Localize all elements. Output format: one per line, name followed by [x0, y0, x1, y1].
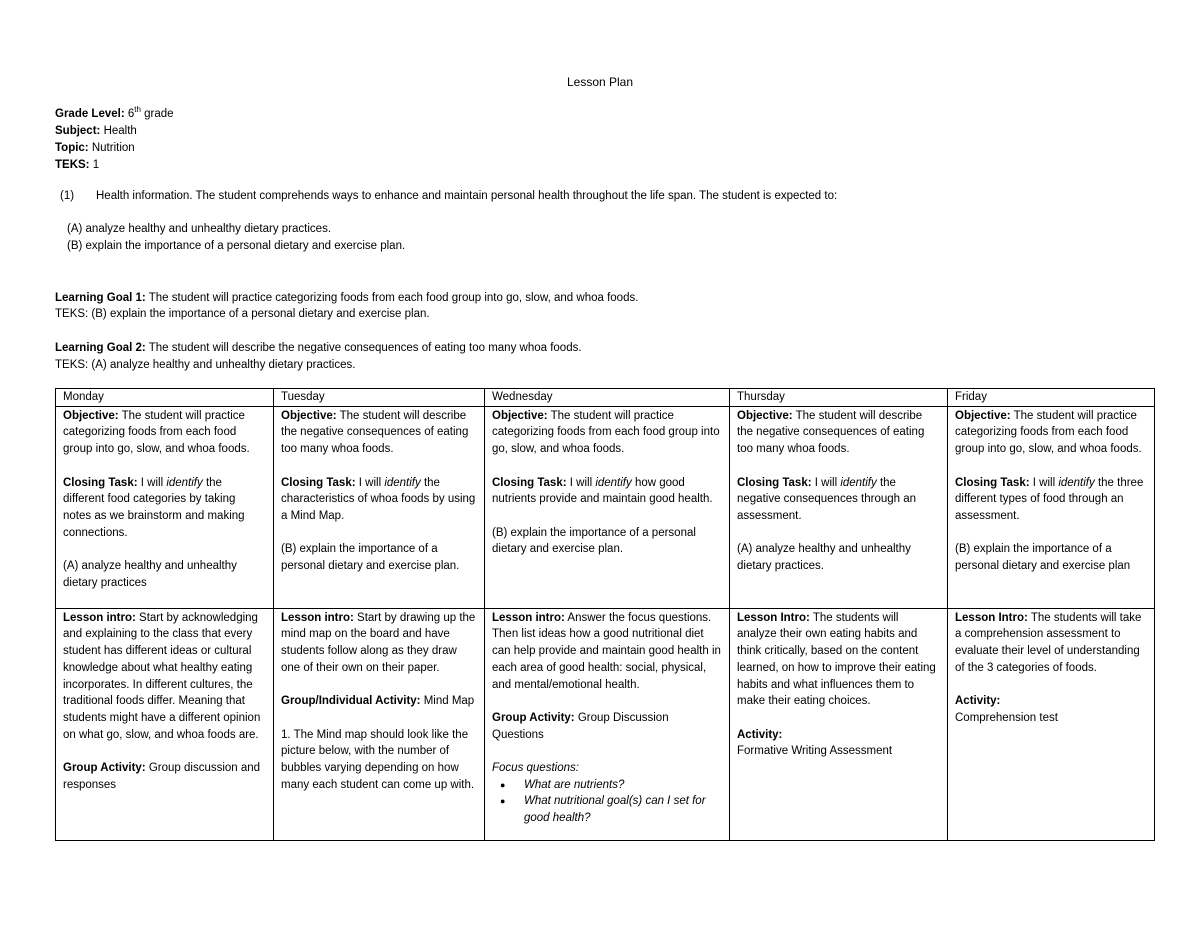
tuesday-lesson-intro: Lesson intro: Start by drawing up the mind map on the board and have students follow along as they draw one of their own on their paper.	[281, 611, 476, 674]
learning-goal-1-text: The student will practice categorizing foods from each food group into go, slow, and whoa foods.	[145, 292, 639, 304]
wednesday-lesson-intro: Lesson intro: Answer the focus questions. Then list ideas how a good nutritional diet can help provide and maintain good health in each area of good health: social, physical, and mental/emotional health.	[492, 611, 721, 691]
topic-line	[55, 140, 135, 156]
tuesday-objective-cell	[274, 406, 485, 608]
wednesday-objective-cell	[485, 406, 730, 608]
day-header-wednesday: Wednesday	[485, 389, 730, 407]
focus-question: ● What are nutrients?	[524, 777, 722, 794]
thursday-activity: Formative Writing Assessment	[737, 745, 893, 758]
thursday-teks: (A) analyze healthy and unhealthy dietary practices.	[737, 543, 911, 572]
wednesday-closing-task: Closing Task: I will identify how good nutrients provide and maintain good health.	[492, 476, 713, 506]
tuesday-objective: Objective: The student will describe the negative consequences of eating too many whoa foods.	[281, 409, 469, 456]
learning-goal-2-label: Learning Goal 2:	[55, 342, 146, 354]
wednesday-objective: Objective: The student will practice categorizing foods from each food group into go, slow, and whoa foods.	[492, 409, 720, 456]
subject-value: Health	[100, 125, 137, 137]
wednesday-teks: (B) explain the importance of a personal dietary and exercise plan.	[492, 526, 696, 556]
subject-line	[55, 123, 137, 139]
learning-goal-1-label: Learning Goal 1:	[55, 292, 146, 304]
monday-closing-task: Closing Task: I will identify the different food categories by taking notes as we brainstorm and making connections.	[63, 476, 245, 539]
grade-level-label: Grade Level:	[55, 108, 125, 120]
wednesday-group-activity: Group Activity: Group Discussion Questions	[492, 711, 669, 741]
tuesday-closing-task: Closing Task: I will identify the characteristics of whoa foods by using a Mind Map.	[281, 476, 476, 522]
monday-teks: (A) analyze healthy and unhealthy dietary practices	[63, 560, 237, 589]
friday-lesson-intro: Lesson Intro: The students will take a comprehension assessment to evaluate their level of understanding of the 3 categories of foods.	[955, 611, 1142, 674]
topic-label: Topic:	[55, 142, 89, 154]
monday-activity-cell	[56, 608, 274, 840]
teks-standard-number: (1)	[60, 190, 75, 202]
focus-questions-list	[492, 777, 722, 827]
friday-objective-cell	[948, 406, 1155, 608]
teks-standard	[60, 190, 837, 202]
thursday-objective: Objective: The student will describe the negative consequences of eating too many whoa foods.	[737, 409, 925, 456]
thursday-activity-cell	[730, 608, 948, 840]
grade-level-value: 6th grade	[127, 105, 174, 120]
tuesday-activity-cell	[274, 608, 485, 840]
learning-goal-1	[55, 290, 638, 306]
day-header-thursday: Thursday	[730, 389, 948, 407]
teks-standard-text: Health information. The student comprehends ways to enhance and maintain personal health throughout the life span. The student is expected to:	[96, 190, 838, 202]
teks-item-a: (A) analyze healthy and unhealthy dietary practices.	[67, 223, 332, 235]
teks-label: TEKS:	[55, 159, 90, 171]
monday-objective: Objective: The student will practice categorizing foods from each food group into go, slow, and whoa foods.	[63, 409, 250, 456]
activities-row	[56, 608, 1155, 840]
learning-goal-2	[55, 340, 582, 356]
objectives-row	[56, 406, 1155, 608]
grade-level-line	[55, 106, 174, 122]
friday-activity-cell	[948, 608, 1155, 840]
friday-closing-task: Closing Task: I will identify the three different types of food through an assessment.	[955, 476, 1144, 522]
monday-group-activity: Group Activity: Group discussion and responses	[63, 762, 261, 791]
tuesday-group-activity: Group/Individual Activity: Mind Map	[281, 695, 475, 708]
learning-goal-2-text: The student will describe the negative consequences of eating too many whoa foods.	[145, 342, 582, 354]
day-header-friday: Friday	[948, 389, 1155, 407]
tuesday-step-1: 1. The Mind map should look like the picture below, with the number of bubbles varying depending on how many each student can come up with.	[281, 728, 475, 791]
friday-teks: (B) explain the importance of a personal dietary and exercise plan	[955, 543, 1131, 572]
thursday-activity-label: Activity:	[737, 728, 783, 741]
tuesday-teks: (B) explain the importance of a personal dietary and exercise plan.	[281, 543, 460, 572]
wednesday-focus-questions-label: Focus questions:	[492, 762, 579, 774]
subject-label: Subject:	[55, 125, 101, 137]
friday-activity-label: Activity:	[955, 695, 1001, 708]
thursday-lesson-intro: Lesson Intro: The students will analyze their own eating habits and think critically, based on the content learned, on how to improve their eating habits and what influences them to make their eating choices.	[737, 611, 936, 708]
day-header-tuesday: Tuesday	[274, 389, 485, 407]
day-header-monday: Monday	[56, 389, 274, 407]
monday-objective-cell	[56, 406, 274, 608]
thursday-objective-cell	[730, 406, 948, 608]
teks-value: 1	[89, 159, 100, 171]
weekly-plan-table	[55, 388, 1155, 841]
monday-lesson-intro: Lesson intro: Start by acknowledging and explaining to the class that every student has different ideas or cultural knowledge about what healthy eating incorporates. In different cultures, the traditional foods differ. Meaning that students might have a different opinion on what go, slow, and whoa foods are.	[63, 611, 261, 741]
table-header-row	[56, 389, 1155, 407]
topic-value: Nutrition	[88, 142, 135, 154]
learning-goal-1-teks: TEKS: (B) explain the importance of a personal dietary and exercise plan.	[55, 308, 430, 320]
wednesday-activity-cell	[485, 608, 730, 840]
teks-item-b: (B) explain the importance of a personal dietary and exercise plan.	[67, 240, 406, 252]
teks-line	[55, 157, 99, 173]
page-title: Lesson Plan	[566, 75, 634, 89]
learning-goal-2-teks: TEKS: (A) analyze healthy and unhealthy dietary practices.	[55, 359, 356, 371]
friday-objective: Objective: The student will practice categorizing foods from each food group into go, slow, and whoa foods.	[955, 409, 1142, 456]
focus-question: ● What nutritional goal(s) can I set for good health?	[524, 793, 722, 826]
friday-activity: Comprehension test	[955, 711, 1058, 724]
thursday-closing-task: Closing Task: I will identify the negative consequences through an assessment.	[737, 476, 917, 522]
